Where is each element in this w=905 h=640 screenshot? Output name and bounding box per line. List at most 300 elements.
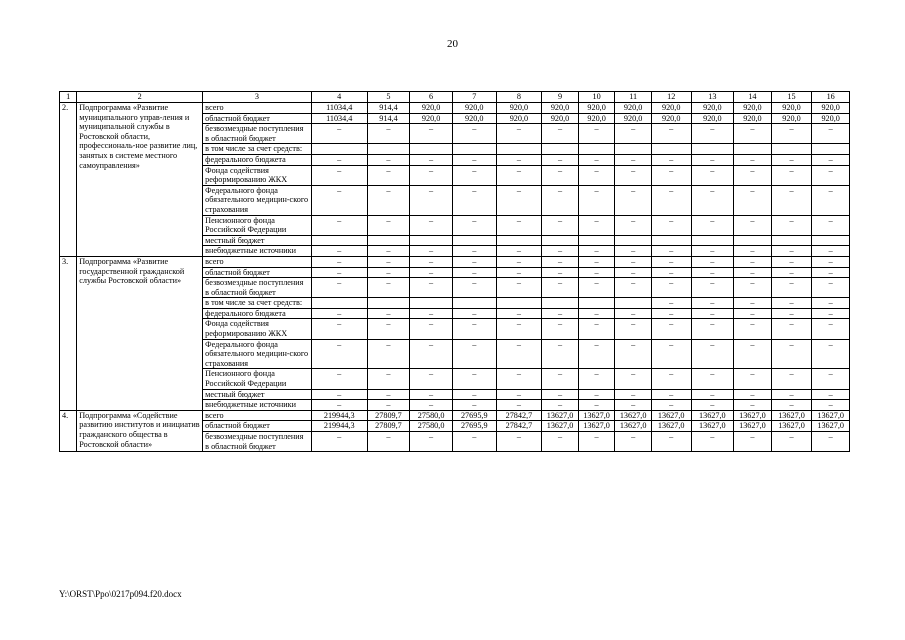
value-cell [691,144,734,155]
value-cell: – [812,215,850,235]
value-cell: – [691,246,734,257]
value-cell [691,235,734,246]
value-cell: 13627,0 [615,410,652,421]
value-cell: – [651,319,691,339]
value-cell: 13627,0 [734,421,772,432]
value-cell: – [615,319,652,339]
value-cell: – [452,319,496,339]
value-cell: 27809,7 [367,410,410,421]
value-cell: – [496,246,542,257]
value-cell: – [615,267,652,278]
value-cell [410,298,453,309]
value-cell: – [496,308,542,319]
value-cell [311,235,367,246]
value-cell: 920,0 [691,113,734,124]
value-cell: – [410,369,453,389]
value-cell: – [734,389,772,400]
value-cell [812,144,850,155]
value-cell: – [311,154,367,165]
column-header: 7 [452,92,496,103]
value-cell [615,298,652,309]
value-cell: 920,0 [410,103,453,114]
funding-source-label: Фонда содействия реформированию ЖКХ [203,165,312,185]
funding-source-label: местный бюджет [203,389,312,400]
value-cell [367,235,410,246]
value-cell: – [734,124,772,144]
value-cell: – [367,369,410,389]
column-header: 5 [367,92,410,103]
value-cell: – [452,215,496,235]
value-cell: – [496,389,542,400]
value-cell: – [812,432,850,452]
value-cell: – [496,185,542,215]
value-cell: – [734,165,772,185]
value-cell: – [578,400,615,411]
value-cell: – [496,215,542,235]
value-cell: – [410,165,453,185]
table-row [60,410,850,421]
column-header: 9 [542,92,579,103]
value-cell: – [542,369,579,389]
funding-source-label: областной бюджет [203,421,312,432]
value-cell: 13627,0 [578,410,615,421]
value-cell: 920,0 [615,103,652,114]
value-cell: – [691,400,734,411]
value-cell: 219944,3 [311,421,367,432]
value-cell [578,235,615,246]
value-cell: – [691,308,734,319]
value-cell: 920,0 [812,103,850,114]
value-cell: – [734,246,772,257]
value-cell: – [651,389,691,400]
value-cell: – [542,400,579,411]
value-cell: – [734,319,772,339]
value-cell: – [651,256,691,267]
value-cell: – [452,246,496,257]
value-cell: – [771,339,812,369]
value-cell: 920,0 [615,113,652,124]
value-cell: 920,0 [734,103,772,114]
value-cell: 13627,0 [542,421,579,432]
value-cell: – [771,124,812,144]
column-header: 12 [651,92,691,103]
value-cell: – [311,246,367,257]
value-cell [615,144,652,155]
value-cell: 920,0 [578,103,615,114]
value-cell [734,235,772,246]
value-cell: – [771,165,812,185]
value-cell: – [812,400,850,411]
value-cell: 27695,9 [452,421,496,432]
value-cell: – [496,400,542,411]
value-cell: – [578,308,615,319]
column-header: 6 [410,92,453,103]
value-cell: 920,0 [771,113,812,124]
value-cell: – [812,389,850,400]
value-cell [311,144,367,155]
funding-source-label: федерального бюджета [203,154,312,165]
value-cell: – [367,256,410,267]
value-cell: 11034,4 [311,113,367,124]
value-cell: – [452,278,496,298]
value-cell: – [812,185,850,215]
column-header: 13 [691,92,734,103]
value-cell: – [496,432,542,452]
value-cell: – [311,339,367,369]
value-cell: – [771,400,812,411]
value-cell: – [812,369,850,389]
value-cell: – [615,389,652,400]
value-cell [542,298,579,309]
value-cell: – [367,339,410,369]
value-cell: – [410,319,453,339]
value-cell: 27580,0 [410,410,453,421]
value-cell: – [410,432,453,452]
value-cell: – [615,246,652,257]
value-cell: – [410,154,453,165]
value-cell: – [578,389,615,400]
value-cell: – [542,165,579,185]
value-cell: 13627,0 [691,410,734,421]
funding-source-label: всего [203,256,312,267]
value-cell: – [771,256,812,267]
value-cell: – [651,246,691,257]
column-header: 16 [812,92,850,103]
value-cell: – [812,124,850,144]
value-cell: – [542,339,579,369]
value-cell: 27580,0 [410,421,453,432]
funding-source-label: областной бюджет [203,267,312,278]
value-cell: – [651,165,691,185]
value-cell: – [496,339,542,369]
funding-source-label: Федерального фонда обязательного медицин-ского страхования [203,339,312,369]
value-cell [496,235,542,246]
value-cell: – [578,185,615,215]
funding-source-label: безвозмездные поступления в областной бюджет [203,124,312,144]
value-cell: – [452,185,496,215]
value-cell: – [771,215,812,235]
value-cell: – [691,339,734,369]
value-cell: – [410,185,453,215]
value-cell: 920,0 [496,113,542,124]
value-cell: – [615,400,652,411]
value-cell: – [734,308,772,319]
column-header: 3 [203,92,312,103]
subprogram-number: 2. [60,103,77,257]
value-cell: – [578,165,615,185]
value-cell: – [452,389,496,400]
value-cell: – [734,298,772,309]
value-cell: – [311,389,367,400]
value-cell: – [615,256,652,267]
value-cell: – [691,432,734,452]
value-cell: 920,0 [578,113,615,124]
value-cell: – [410,124,453,144]
funding-source-label: Пенсионного фонда Российской Федерации [203,215,312,235]
value-cell: – [734,267,772,278]
value-cell [311,298,367,309]
header-row [60,92,850,103]
value-cell: – [542,432,579,452]
value-cell: – [367,308,410,319]
value-cell [771,235,812,246]
value-cell [452,235,496,246]
value-cell: 920,0 [452,103,496,114]
funding-source-label: внебюджетные источники [203,400,312,411]
column-header: 2 [77,92,203,103]
value-cell: – [542,319,579,339]
value-cell: – [691,298,734,309]
value-cell: – [367,185,410,215]
value-cell [771,144,812,155]
value-cell [542,144,579,155]
value-cell: – [615,124,652,144]
value-cell: – [367,246,410,257]
value-cell: – [311,215,367,235]
value-cell [452,144,496,155]
value-cell: – [691,369,734,389]
value-cell: – [496,319,542,339]
value-cell [367,298,410,309]
funding-source-label: безвозмездные поступления в областной бюджет [203,432,312,452]
value-cell: 13627,0 [812,421,850,432]
value-cell: 920,0 [496,103,542,114]
budget-table [59,91,850,452]
value-cell: – [691,278,734,298]
value-cell: 13627,0 [691,421,734,432]
column-header: 10 [578,92,615,103]
value-cell: – [496,165,542,185]
value-cell [651,144,691,155]
value-cell: – [691,215,734,235]
value-cell: – [311,278,367,298]
value-cell: – [691,154,734,165]
value-cell: – [311,400,367,411]
subprogram-name: Подпрограмма «Развитие государственной гражданской службы Ростовской области» [77,256,203,410]
value-cell: – [734,215,772,235]
value-cell: 920,0 [651,103,691,114]
column-header: 14 [734,92,772,103]
value-cell [651,235,691,246]
value-cell: – [542,267,579,278]
value-cell: – [691,124,734,144]
value-cell: – [812,278,850,298]
value-cell: – [496,267,542,278]
value-cell: – [651,154,691,165]
value-cell: – [578,319,615,339]
value-cell: – [615,369,652,389]
column-header: 1 [60,92,77,103]
value-cell: – [452,369,496,389]
value-cell [734,144,772,155]
value-cell: – [496,256,542,267]
column-header: 15 [771,92,812,103]
value-cell [615,235,652,246]
value-cell: – [812,339,850,369]
funding-source-label: федерального бюджета [203,308,312,319]
value-cell: – [542,215,579,235]
value-cell: – [542,389,579,400]
value-cell: – [452,308,496,319]
value-cell [812,235,850,246]
funding-source-label: областной бюджет [203,113,312,124]
value-cell: – [812,246,850,257]
value-cell: 27809,7 [367,421,410,432]
value-cell: 27695,9 [452,410,496,421]
value-cell: – [452,432,496,452]
value-cell: – [691,319,734,339]
value-cell: 219944,3 [311,410,367,421]
value-cell: – [311,124,367,144]
value-cell: – [691,267,734,278]
value-cell: – [311,256,367,267]
value-cell: – [651,400,691,411]
value-cell: – [651,267,691,278]
value-cell: – [410,215,453,235]
funding-source-label: Федерального фонда обязательного медицин-ского страхования [203,185,312,215]
value-cell: – [615,432,652,452]
value-cell: – [367,389,410,400]
value-cell: – [542,154,579,165]
value-cell [496,298,542,309]
value-cell: – [771,185,812,215]
value-cell: 27842,7 [496,421,542,432]
value-cell [578,144,615,155]
value-cell: – [812,154,850,165]
value-cell: – [771,432,812,452]
value-cell: – [496,369,542,389]
value-cell: 920,0 [734,113,772,124]
value-cell: – [578,278,615,298]
subprogram-number: 3. [60,256,77,410]
value-cell: – [367,165,410,185]
value-cell: – [651,298,691,309]
value-cell: – [651,308,691,319]
value-cell: 920,0 [542,103,579,114]
value-cell: – [367,319,410,339]
value-cell: – [578,432,615,452]
value-cell: – [542,256,579,267]
funding-source-label: в том числе за счет средств: [203,298,312,309]
value-cell: – [734,400,772,411]
value-cell: – [615,339,652,369]
funding-source-label: местный бюджет [203,235,312,246]
value-cell: – [367,278,410,298]
value-cell [578,298,615,309]
value-cell: – [734,339,772,369]
value-cell: – [311,308,367,319]
value-cell: – [734,369,772,389]
value-cell: – [410,400,453,411]
value-cell: – [311,319,367,339]
value-cell [496,144,542,155]
value-cell: – [410,256,453,267]
value-cell: – [452,267,496,278]
value-cell: 920,0 [771,103,812,114]
value-cell: 914,4 [367,103,410,114]
value-cell: – [771,267,812,278]
value-cell [542,235,579,246]
value-cell: 27842,7 [496,410,542,421]
value-cell: – [734,432,772,452]
value-cell: – [812,256,850,267]
value-cell: 920,0 [452,113,496,124]
value-cell: – [311,185,367,215]
value-cell: – [410,246,453,257]
funding-source-label: безвозмездные поступления в областной бюджет [203,278,312,298]
value-cell: – [311,165,367,185]
column-header: 11 [615,92,652,103]
value-cell: – [734,256,772,267]
value-cell: – [367,215,410,235]
value-cell: – [496,124,542,144]
value-cell: – [651,432,691,452]
table-row [60,256,850,267]
value-cell: 920,0 [691,103,734,114]
value-cell: 13627,0 [578,421,615,432]
value-cell: – [771,389,812,400]
value-cell: – [812,319,850,339]
value-cell: – [812,298,850,309]
value-cell: 13627,0 [542,410,579,421]
value-cell: – [496,154,542,165]
value-cell: – [615,278,652,298]
value-cell: – [410,308,453,319]
value-cell: – [410,339,453,369]
value-cell: – [367,432,410,452]
value-cell: – [691,389,734,400]
value-cell: – [578,339,615,369]
value-cell: – [452,339,496,369]
value-cell: – [691,165,734,185]
column-header: 4 [311,92,367,103]
value-cell: – [578,124,615,144]
value-cell: – [615,308,652,319]
value-cell: – [578,154,615,165]
subprogram-number: 4. [60,410,77,451]
value-cell: – [734,154,772,165]
value-cell: 914,4 [367,113,410,124]
value-cell: – [452,154,496,165]
table-row [60,103,850,114]
file-path-footer: Y:\ORST\Ppo\0217p094.f20.docx [59,589,182,599]
funding-source-label: всего [203,410,312,421]
value-cell: – [812,267,850,278]
value-cell: – [410,389,453,400]
funding-source-label: в том числе за счет средств: [203,144,312,155]
subprogram-name: Подпрограмма «Развитие муниципального управ-ления и муниципальной службы в Ростовской области, профессиональ-ное развитие лиц, занятых в системе местного самоуправления» [77,103,203,257]
value-cell: – [452,165,496,185]
value-cell: 13627,0 [734,410,772,421]
value-cell: – [367,267,410,278]
value-cell: – [615,185,652,215]
value-cell: 13627,0 [771,410,812,421]
value-cell: – [578,256,615,267]
value-cell: 13627,0 [812,410,850,421]
page-number: 20 [447,38,458,50]
funding-source-label: внебюджетные источники [203,246,312,257]
value-cell: – [367,154,410,165]
value-cell: – [496,278,542,298]
value-cell: – [410,267,453,278]
value-cell [410,144,453,155]
value-cell: 920,0 [812,113,850,124]
value-cell: – [734,185,772,215]
value-cell: 13627,0 [651,410,691,421]
value-cell: – [410,278,453,298]
value-cell: – [542,246,579,257]
value-cell: – [771,278,812,298]
